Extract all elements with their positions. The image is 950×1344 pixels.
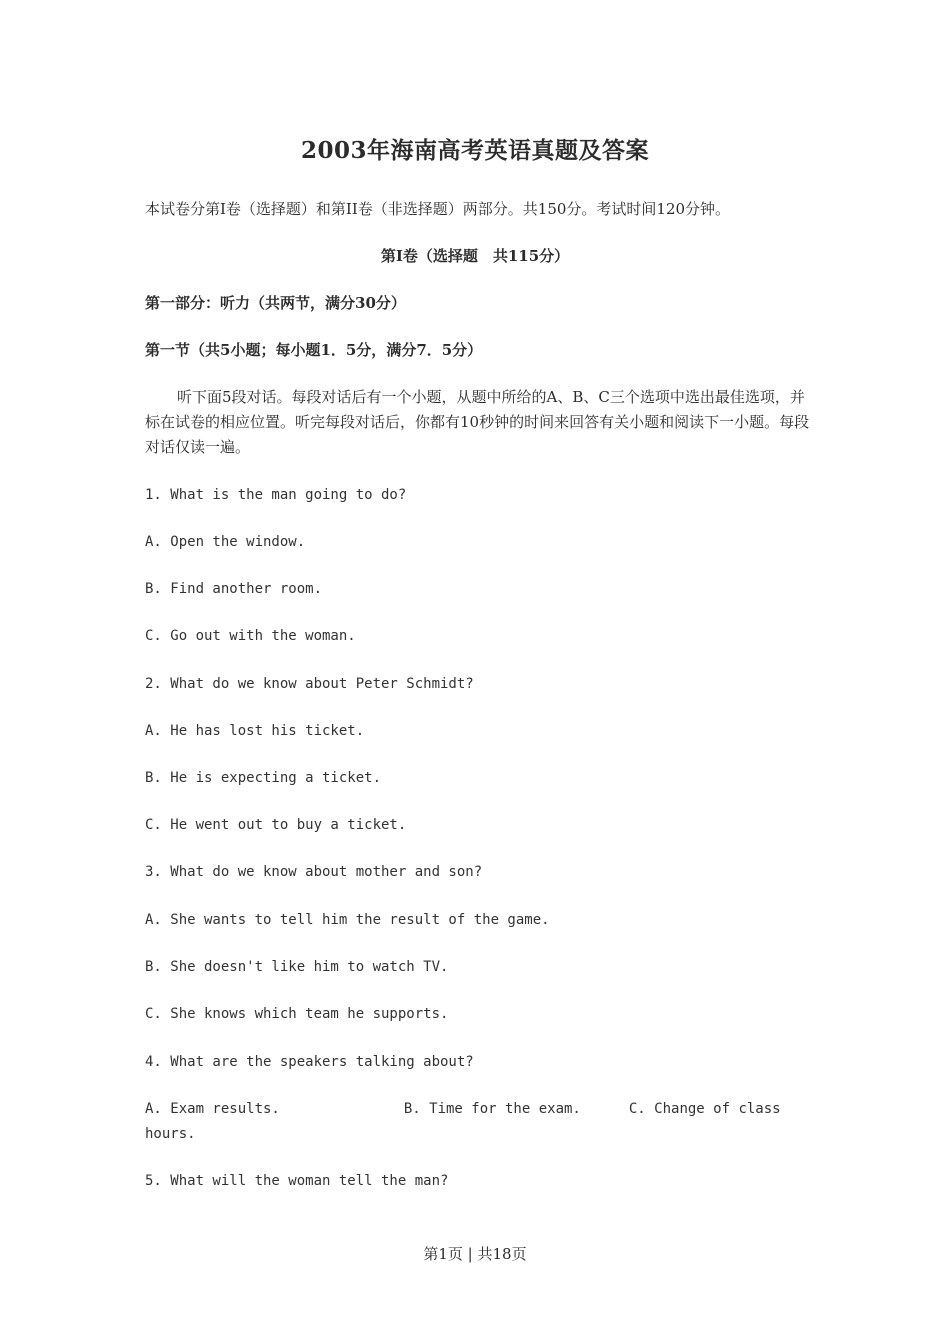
document-title: 2003年海南高考英语真题及答案	[300, 137, 649, 164]
question-stem: 1. What is the man going to do?	[145, 487, 407, 503]
page-footer: 第1页 | 共18页	[423, 1245, 527, 1263]
instructions-paragraph: 听下面5段对话。每段对话后有一个小题，从题中所给的A、B、C三个选项中选出最佳选项，并标在试卷的相应位置。听完每段对话后，你都有10秒钟的时间来回答有关小题和阅读下一小题。每段对话仅读一遍。	[145, 388, 810, 456]
question-stem: 3. What do we know about mother and son?	[145, 864, 483, 880]
question-stem: 4. What are the speakers talking about?	[145, 1054, 474, 1070]
question-option: C. Go out with the woman.	[145, 628, 356, 644]
question-option: A. Open the window.	[145, 534, 306, 550]
question-option: A. She wants to tell him the result of the game.	[145, 912, 550, 928]
question-option: B. He is expecting a ticket.	[145, 770, 382, 786]
question-option: B. Find another room.	[145, 581, 323, 597]
part-heading: 第一部分：听力（共两节，满分30分）	[145, 294, 406, 312]
question-option: C. She knows which team he supports.	[145, 1006, 449, 1022]
question-option: B. Time for the exam.	[403, 1101, 581, 1117]
volume-heading: 第I卷（选择题 共115分）	[380, 247, 570, 265]
question-option: C. Change of class hours.	[145, 1101, 781, 1142]
question-option: A. Exam results.	[145, 1101, 280, 1117]
question-option: C. He went out to buy a ticket.	[145, 817, 407, 833]
question-stem: 2. What do we know about Peter Schmidt?	[145, 676, 474, 692]
question-stem: 5. What will the woman tell the man?	[145, 1173, 449, 1189]
section-heading: 第一节（共5小题；每小题1．5分，满分7．5分）	[145, 341, 483, 359]
question-options-inline	[145, 1097, 810, 1147]
question-option: A. He has lost his ticket.	[145, 723, 365, 739]
question-option: B. She doesn't like him to watch TV.	[145, 959, 449, 975]
intro-text: 本试卷分第I卷（选择题）和第II卷（非选择题）两部分。共150分。考试时间120分钟。	[145, 200, 731, 218]
